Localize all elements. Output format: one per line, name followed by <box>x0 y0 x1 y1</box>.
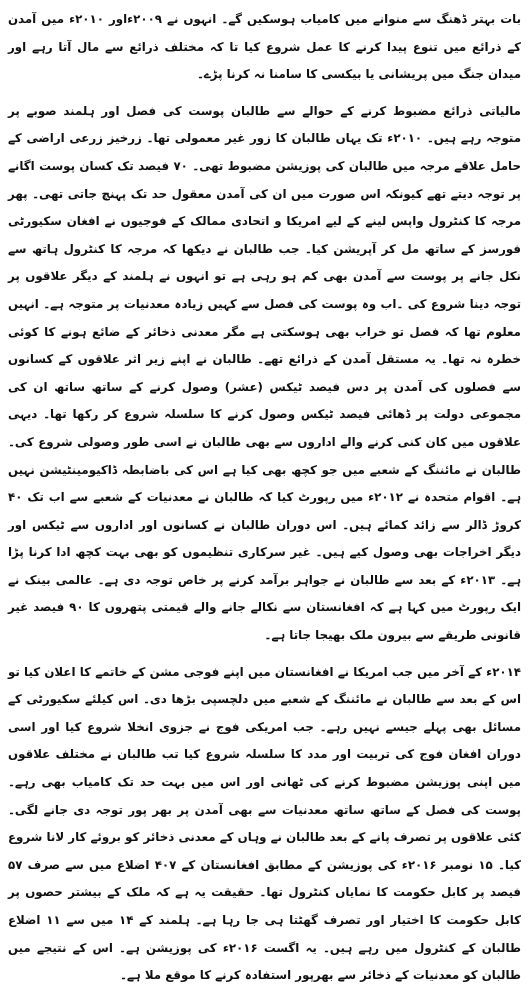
paragraph-mining-expansion: ۲۰۱۴ء کے آخر میں جب امریکا نے افغانستان میں اپنے فوجی مشن کے خاتمے کا اعلان کیا تو اس کے بعد سے طالبان نے مائننگ کے شعبے میں دلچسپی بڑھا دی۔ اس کیلئے سکیورٹی کے مسائل بھی پہلے جیسے نہیں رہے۔ جب امریکی فوج نے جزوی انخلا شروع کیا اور اسی دوران افغان فوج کی تربیت اور مدد کا سلسلہ شروع کیا تب طالبان نے مختلف علاقوں میں اپنی پوزیشن مضبوط کرنے کی ٹھانی اور اس میں بہت حد تک کامیاب بھی رہے۔ پوست کی فصل کے ساتھ ساتھ معدنیات سے بھی آمدن پر بھر پور توجہ دی جانے لگی۔ کئی علاقوں پر تصرف پانے کے بعد طالبان نے وہاں کے معدنی ذخائر کو بروئے کار لانا شروع کیا۔ ۱۵ نومبر ۲۰۱۶ء کی پوزیشن کے مطابق افغانستان کے ۴۰۷ اضلاع میں سے صرف ۵۷ فیصد پر کابل حکومت کا نمایاں کنٹرول تھا۔ حقیقت یہ ہے کہ ملک کے بیشتر حصوں پر کابل حکومت کا اختیار اور تصرف گھٹتا ہی جا رہا ہے۔ ہلمند کے ۱۴ میں سے ۱۱ اضلاع طالبان کے کنٹرول میں رہے ہیں۔ یہ اگست ۲۰۱۶ء کی پوزیشن ہے۔ اس کے نتیجے میں طالبان کو معدنیات کے ذخائر سے بھرپور استفادہ کرنے کا موقع ملا ہے۔ <box>8 664 522 983</box>
paragraph-diversification: بات بہتر ڈھنگ سے منوانے میں کامیاب ہوسکیں گے۔ انہوں نے ۲۰۰۹ءاور ۲۰۱۰ء میں آمدن کے ذرائع میں تنوع پیدا کرنے کا عمل شروع کیا تا کہ مختلف ذرائع سے مال آتا رہے اور میدان جنگ میں پریشانی یا بیکسی کا سامنا نہ کرنا پڑے۔ <box>8 12 521 82</box>
paragraph-financial-sources: مالیاتی ذرائع مضبوط کرنے کے حوالے سے طالبان پوست کی فصل اور ہلمند صوبے پر متوجہ رہے ہیں۔ ۲۰۱۰ء تک یہاں طالبان کا زور غیر معمولی تھا۔ زرخیز زرعی اراضی کے حامل علاقے مرجہ میں طالبان کی پوزیشن مضبوط تھی۔ ۷۰ فیصد تک کسان پوست اگانے پر توجہ دیتے تھے کیونکہ اس صورت میں ان کی آمدن معقول حد تک پہنچ جاتی تھی۔ پھر مرجہ کا کنٹرول واپس لینے کے لیے امریکا و اتحادی ممالک کے فوجیوں نے افغان سکیورٹی فورسز کے ساتھ مل کر آپریشن کیا۔ جب طالبان نے دیکھا کہ مرجہ کا کنٹرول ہاتھ سے نکل جانے پر پوست سے آمدن بھی کم ہو رہی ہے تو انہوں نے ہلمند کے دیگر علاقوں پر توجہ دینا شروع کی ۔اب وہ پوست کی فصل سے کہیں زیادہ معدنیات پر متوجہ ہے۔ انہیں معلوم تھا کہ فصل تو خراب بھی ہوسکتی ہے مگر معدنی ذخائر کے ضائع ہونے کا کوئی خطرہ نہ تھا۔ یہ مستقل آمدن کے ذرائع تھے۔ طالبان نے اپنے زیر اثر علاقوں کے کسانوں سے فصلوں کی آمدن پر دس فیصد ٹیکس (عشر) وصول کرنے کے ساتھ ساتھ ان کی مجموعی دولت پر ڈھائی فیصد ٹیکس وصول کرنے کا سلسلہ شروع کر رکھا تھا۔ دیہی علاقوں میں کان کنی کرنے والے اداروں سے بھی طالبان نے اسی طور وصولی شروع کی۔ طالبان نے مائننگ کے شعبے میں جو کچھ بھی کیا ہے اس کی باضابطہ ڈاکیومینٹیشن نہیں ہے۔ اقوام متحدہ نے ۲۰۱۲ء میں رپورٹ کیا کہ طالبان نے معدنیات کے شعبے سے اب تک ۴۰ کروڑ ڈالر سے زائد کمائے ہیں۔ اس دوران طالبان نے کسانوں اور اداروں سے ٹیکس اور دیگر اخراجات بھی وصول کیے ہیں۔ غیر سرکاری تنظیموں کو بھی بہت کچھ ادا کرنا پڑا ہے۔ ۲۰۱۳ء کے بعد سے طالبان نے جواہر برآمد کرنے پر خاص توجہ دی ہے۔ عالمی بینک نے ایک رپورٹ میں کہا ہے کہ افغانستان سے نکالے جانے والے قیمتی پتھروں کا ۹۰ فیصد غیر قانونی طریقے سے بیرون ملک بھیجا جاتا ہے۔ <box>8 103 522 643</box>
